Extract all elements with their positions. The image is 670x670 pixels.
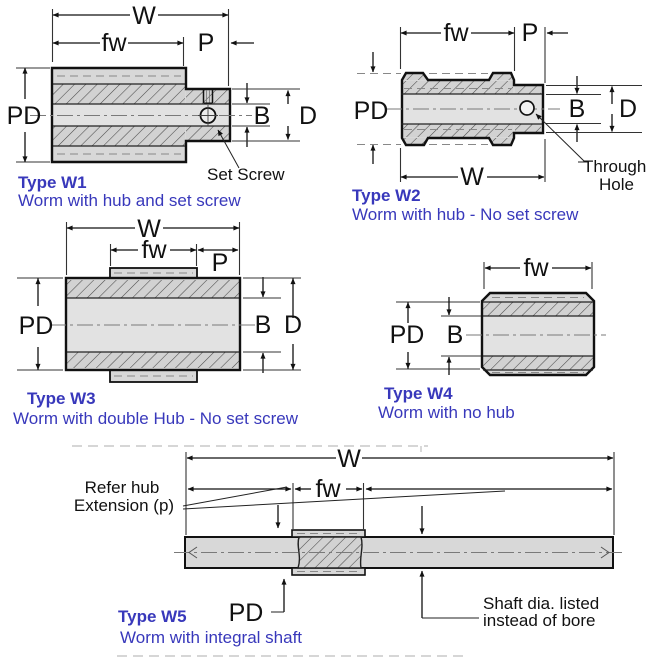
w1-dim-w-label: W <box>132 2 156 30</box>
w2-subtitle: Worm with hub - No set screw <box>352 205 579 224</box>
w2-dim-w-label: W <box>460 163 484 191</box>
w4-bore <box>483 316 593 356</box>
w2-through-hole-callout-line1: Through <box>583 157 647 176</box>
diagram-type-w3 <box>13 215 302 428</box>
w2-through-hole-circle <box>520 101 534 115</box>
w3-dim-w-label: W <box>137 215 161 243</box>
w2-dim-d-label: D <box>618 95 638 123</box>
w2-hub <box>515 86 541 94</box>
w5-shaft-dia-callout-line1: Shaft dia. listed <box>483 594 600 613</box>
diagram-type-w2 <box>352 19 646 224</box>
w5-dim-pd-label: PD <box>228 599 264 627</box>
w3-dim-b-label: B <box>254 311 272 339</box>
w1-worm-body <box>30 68 252 162</box>
w1-dim-fw-label: fw <box>101 29 127 57</box>
diagram-type-w4 <box>378 254 606 422</box>
w4-dim-b-label: B <box>446 321 464 349</box>
w1-dim-d-label: D <box>298 102 318 130</box>
w5-refer-hub-callout-line1: Refer hub <box>84 478 160 497</box>
w5-shaft-and-worm <box>174 530 623 575</box>
w2-dim-fw-label: fw <box>443 19 469 47</box>
w2-worm-body <box>386 73 560 145</box>
w3-worm-body <box>50 268 258 382</box>
w3-dim-pd-label: PD <box>18 312 54 340</box>
w1-title: Type W1 <box>18 173 87 192</box>
w5-dim-w-label: W <box>337 445 361 473</box>
w4-subtitle: Worm with no hub <box>378 403 515 422</box>
w1-dim-b-label: B <box>253 102 271 130</box>
w3-dim-p-label: P <box>211 249 229 277</box>
w2-dim-pd-label: PD <box>353 97 389 125</box>
w2-title: Type W2 <box>352 186 421 205</box>
w1-set-screw-callout: Set Screw <box>207 165 285 184</box>
w3-subtitle: Worm with double Hub - No set screw <box>13 409 299 428</box>
w4-dim-pd-label: PD <box>389 321 425 349</box>
w5-refer-hub-callout-line2: Extension (p) <box>73 496 175 515</box>
diagram-type-w5 <box>74 445 623 647</box>
w3-dim-d-label: D <box>283 311 303 339</box>
w1-dim-p-label: P <box>197 29 215 57</box>
w4-title: Type W4 <box>384 384 453 403</box>
w4-worm-body <box>466 293 606 375</box>
w3-title: Type W3 <box>27 389 96 408</box>
w2-dim-p-label: P <box>521 19 539 47</box>
w3-dim-fw-label: fw <box>141 236 167 264</box>
w5-dim-fw-label: fw <box>315 475 341 503</box>
w4-dim-fw-label: fw <box>523 254 549 282</box>
diagram-type-w1 <box>7 2 317 210</box>
w5-subtitle: Worm with integral shaft <box>120 628 303 647</box>
w5-title: Type W5 <box>118 607 187 626</box>
w5-shaft-dia-callout-line2: instead of bore <box>483 611 596 630</box>
w2-dim-b-label: B <box>568 95 586 123</box>
w1-dim-pd-label: PD <box>6 102 42 130</box>
w1-subtitle: Worm with hub and set screw <box>18 191 241 210</box>
w2-through-hole-callout-line2: Hole <box>599 175 634 194</box>
